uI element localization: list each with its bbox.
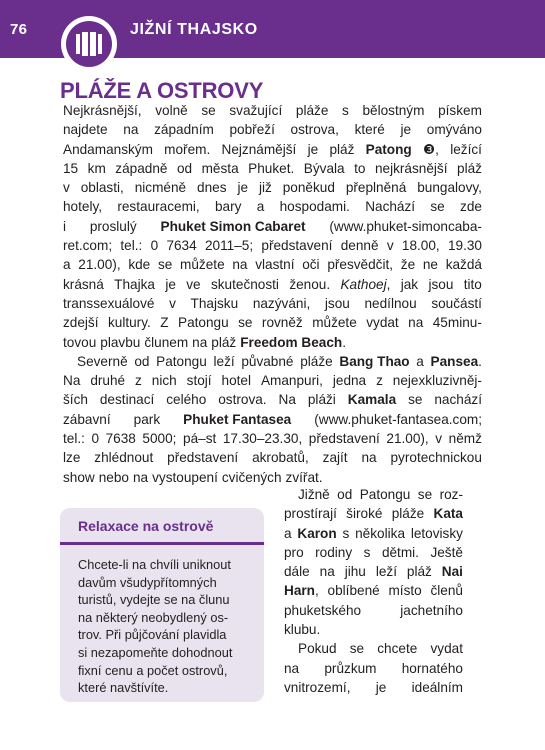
chapter-title: JIŽNÍ THAJSKO <box>130 21 258 38</box>
text-line: hotely, restauracemi, bary a hospodami. Nachází se zde <box>63 199 482 215</box>
main-text-block <box>63 101 482 487</box>
text-line: i proslulý Phuket Simon Cabaret (www.phuket-simoncaba- <box>63 218 482 234</box>
text-line: Andamanským mořem. Nejznámější je pláž Patong ❸, ležící <box>63 141 482 157</box>
section-title: PLÁŽE A OSTROVY <box>60 78 264 103</box>
sidebar-line: které navštívíte. <box>78 680 169 696</box>
sidebar-box <box>60 508 264 702</box>
sidebar-line: Chcete-li na chvíli uniknout <box>78 557 231 572</box>
text-line: zdejší kultury. Z Patongu se rovněž můžete vydat na 45minu- <box>63 315 482 331</box>
text-line: show nebo na vystoupení cvičených zvířat. <box>63 469 323 485</box>
text-line: prostírají široké pláže Kata <box>284 506 463 522</box>
sidebar-line: turistů, vydejte se na člunu <box>78 592 230 608</box>
text-line: zábavní park Phuket Fantasea (www.phuket-fantasea.com; <box>63 411 482 427</box>
sidebar-line: trov. Při půjčování plavidla <box>78 627 227 643</box>
sidebar-divider <box>60 542 264 545</box>
sidebar-line: fixní cenu a počet ostrovů, <box>78 662 228 678</box>
section-badge <box>61 16 117 72</box>
page-number: 76 <box>10 21 28 38</box>
text-line: pro rodiny s dětmi. Ještě <box>284 544 463 560</box>
right-column-text <box>284 485 463 697</box>
sidebar-line: si nezapomeňte dohodnout <box>78 644 233 660</box>
text-line: dále na jihu leží pláž Nai <box>284 564 463 580</box>
text-line: Na druhé z nich stojí hotel Amanpuri, jedna z nejexkluzivněj- <box>63 373 482 389</box>
text-line: Nejkrásnější, volně se svažující pláže s bělostným pískem <box>63 103 482 118</box>
text-line: Pokud se chcete vydat <box>298 641 463 657</box>
text-line: transsexuálové v Thajsku nazýváni, jsou nedílnou součástí <box>63 295 482 311</box>
text-line: lze zhlédnout představení akrobatů, zajít na pyrotechnickou <box>63 450 482 466</box>
text-line: klubu. <box>284 622 321 638</box>
text-line: tel.: 0 7638 5000; pá–st 17.30–23.30, představení 21.00), v němž <box>63 431 482 447</box>
text-line: phuketského jachetního <box>284 602 463 618</box>
text-line: a 21.00), kde se můžete na vlastní oči přesvědčit, že ne každá <box>63 257 482 273</box>
text-line: tovou plavbu člunem na pláž Freedom Beach. <box>63 334 346 350</box>
text-line: ret.com; tel.: 0 7634 2011–5; představení denně v 18.00, 19.30 <box>63 238 482 254</box>
text-line: Harn, oblíbené místo členů <box>284 583 463 599</box>
text-line: Jižně od Patongu se roz- <box>298 487 463 502</box>
sidebar-line: na některý neobydlený os- <box>78 609 229 625</box>
text-line: v oblasti, nicméně dnes je již poněkud přeplněná bungalovy, <box>63 180 482 196</box>
sidebar-line: davům všudypřítomných <box>78 574 217 590</box>
text-line: krásná Thajka je ve skutečnosti ženou. Kathoej, jak jsou tito <box>63 276 482 292</box>
text-line: ších destinací celého ostrova. Na pláži Kamala se nachází <box>63 392 482 408</box>
sidebar-body <box>78 556 232 697</box>
text-line: na průzkum hornatého <box>284 660 463 676</box>
text-line: vnitrozemí, je ideálním <box>284 679 463 695</box>
text-line: Severně od Patongu leží půvabné pláže Bang Thao a Pansea. <box>77 353 482 369</box>
book-icon <box>75 31 103 57</box>
sidebar-title: Relaxace na ostrově <box>78 518 214 534</box>
text-line: 15 km západně od města Phuket. Bývala to nejkrásnější pláž <box>63 160 482 176</box>
text-line: najdete na západním pobřeží ostrova, které je omýváno <box>63 122 482 138</box>
text-line: a Karon s několika letovisky <box>284 525 463 541</box>
